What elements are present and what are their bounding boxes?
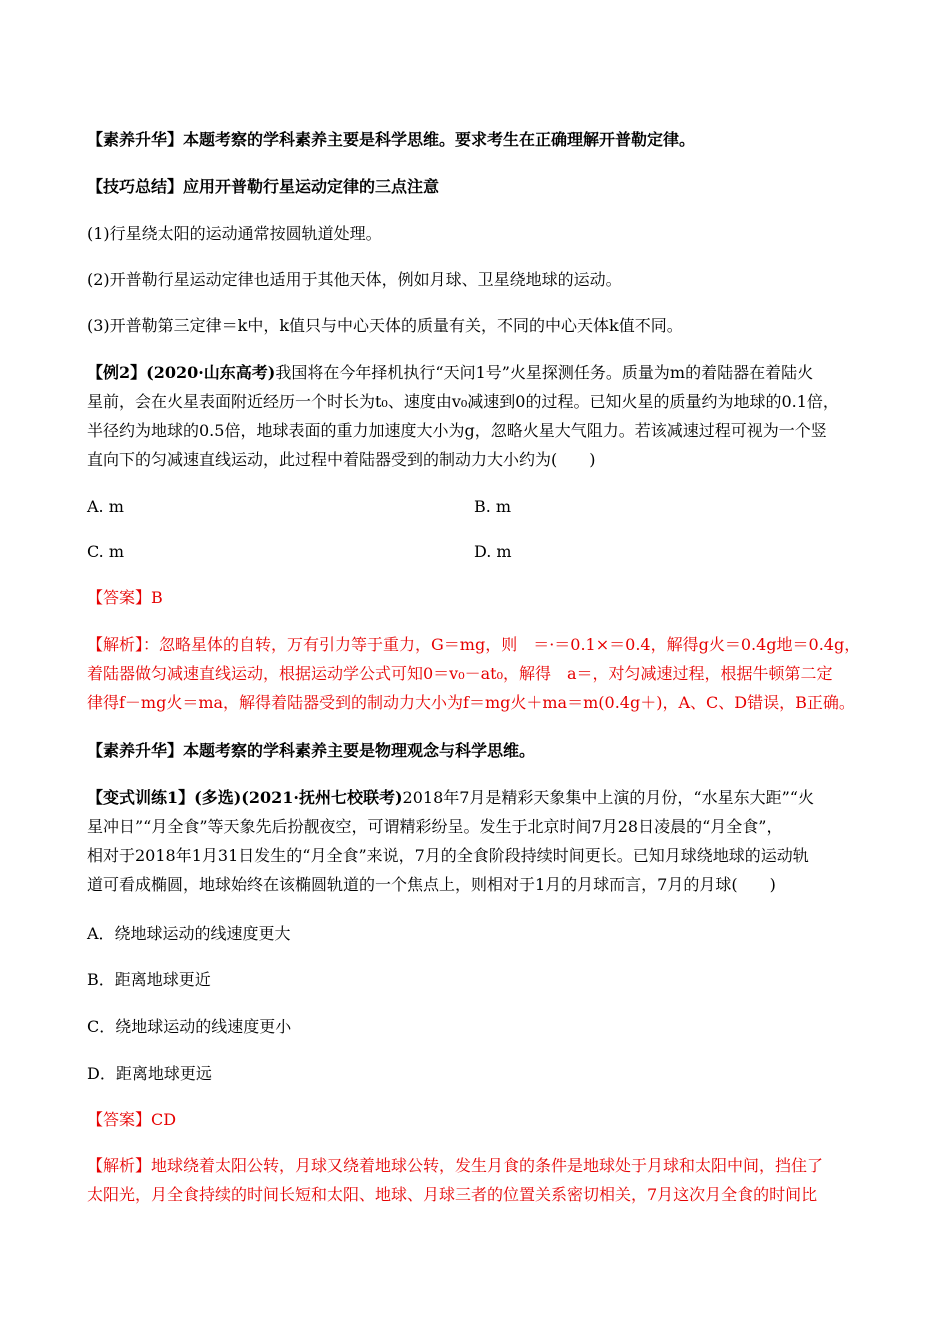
example-2-line-3: 半径约为地球的0.5倍，地球表面的重力加速度大小为g，忽略火星大气阻力。若该减速过程可视为一个竖 [87, 421, 827, 440]
example-2-line-4: 直向下的匀减速直线运动，此过程中着陆器受到的制动力大小约为( ) [87, 450, 596, 469]
variation-1-analysis [87, 1151, 877, 1209]
tip-item-3: (3)开普勒第三定律＝k中，k值只与中心天体的质量有关，不同的中心天体k值不同。 [87, 316, 683, 335]
example-2-line-1: 我国将在今年择机执行“天问1号”火星探测任务。质量为m的着陆器在着陆火 [275, 363, 814, 382]
variation-1-question [87, 783, 877, 899]
variation-1-option-c: C．绕地球运动的线速度更小 [87, 1017, 292, 1036]
example-2-analysis-line-2: 着陆器做匀减速直线运动，根据运动学公式可知0＝v₀－at₀，解得 a＝，对匀减速过程，根据牛顿第二定 [87, 664, 833, 683]
variation-1-answer: 【答案】CD [87, 1110, 177, 1129]
example-2-answer: 【答案】B [87, 588, 163, 607]
variation-1-tag: 【变式训练1】(多选)(2021·抚州七校联考) [87, 788, 403, 807]
example-2-question [87, 358, 877, 474]
tip-item-1: (1)行星绕太阳的运动通常按圆轨道处理。 [87, 224, 382, 243]
variation-1-option-a: A．绕地球运动的线速度更大 [87, 924, 291, 943]
tip-item-2: (2)开普勒行星运动定律也适用于其他天体，例如月球、卫星绕地球的运动。 [87, 270, 622, 289]
variation-1-analysis-line-2: 太阳光，月全食持续的时间长短和太阳、地球、月球三者的位置关系密切相关，7月这次月全食的时间比 [87, 1185, 818, 1204]
variation-1-option-b: B．距离地球更近 [87, 970, 211, 989]
literacy-summary-1: 【素养升华】本题考察的学科素养主要是科学思维。要求考生在正确理解开普勒定律。 [87, 130, 696, 149]
example-2-analysis-line-3: 律得f－mg火＝ma，解得着陆器受到的制动力大小为f＝mg火＋ma＝m(0.4g＋)，A、C、D错误，B正确。 [87, 693, 855, 712]
example-2-line-2: 星前，会在火星表面附近经历一个时长为t₀、速度由v₀减速到0的过程。已知火星的质量约为地球的0.1倍， [87, 392, 839, 411]
example-2-option-d: D. m [474, 542, 512, 561]
example-2-analysis [87, 630, 877, 717]
variation-1-line-2: 星冲日”“月全食”等天象先后扮靓夜空，可谓精彩纷呈。发生于北京时间7月28日凌晨的“月全食”， [87, 817, 783, 836]
example-2-option-c: C. m [87, 542, 125, 561]
literacy-summary-2: 【素养升华】本题考察的学科素养主要是物理观念与科学思维。 [87, 741, 536, 760]
variation-1-option-d: D．距离地球更远 [87, 1064, 212, 1083]
example-2-option-b: B. m [474, 497, 512, 516]
example-2-analysis-line-1: 【解析】：忽略星体的自转，万有引力等于重力，G＝mg，则 ＝·＝0.1×＝0.4，解得g火＝0.4g地＝0.4g， [87, 635, 861, 654]
tips-title: 【技巧总结】应用开普勒行星运动定律的三点注意 [87, 177, 440, 196]
variation-1-analysis-line-1: 【解析】地球绕着太阳公转，月球又绕着地球公转，发生月食的条件是地球处于月球和太阳中间，挡住了 [87, 1156, 824, 1175]
variation-1-line-1: 2018年7月是精彩天象集中上演的月份，“水星东大距”“火 [402, 788, 814, 807]
variation-1-line-3: 相对于2018年1月31日发生的“月全食”来说，7月的全食阶段持续时间更长。已知月球绕地球的运动轨 [87, 846, 809, 865]
example-2-option-a: A. m [87, 497, 124, 516]
example-2-tag: 【例2】(2020·山东高考) [87, 363, 276, 382]
variation-1-line-4: 道可看成椭圆，地球始终在该椭圆轨道的一个焦点上，则相对于1月的月球而言，7月的月球( ) [87, 875, 776, 894]
